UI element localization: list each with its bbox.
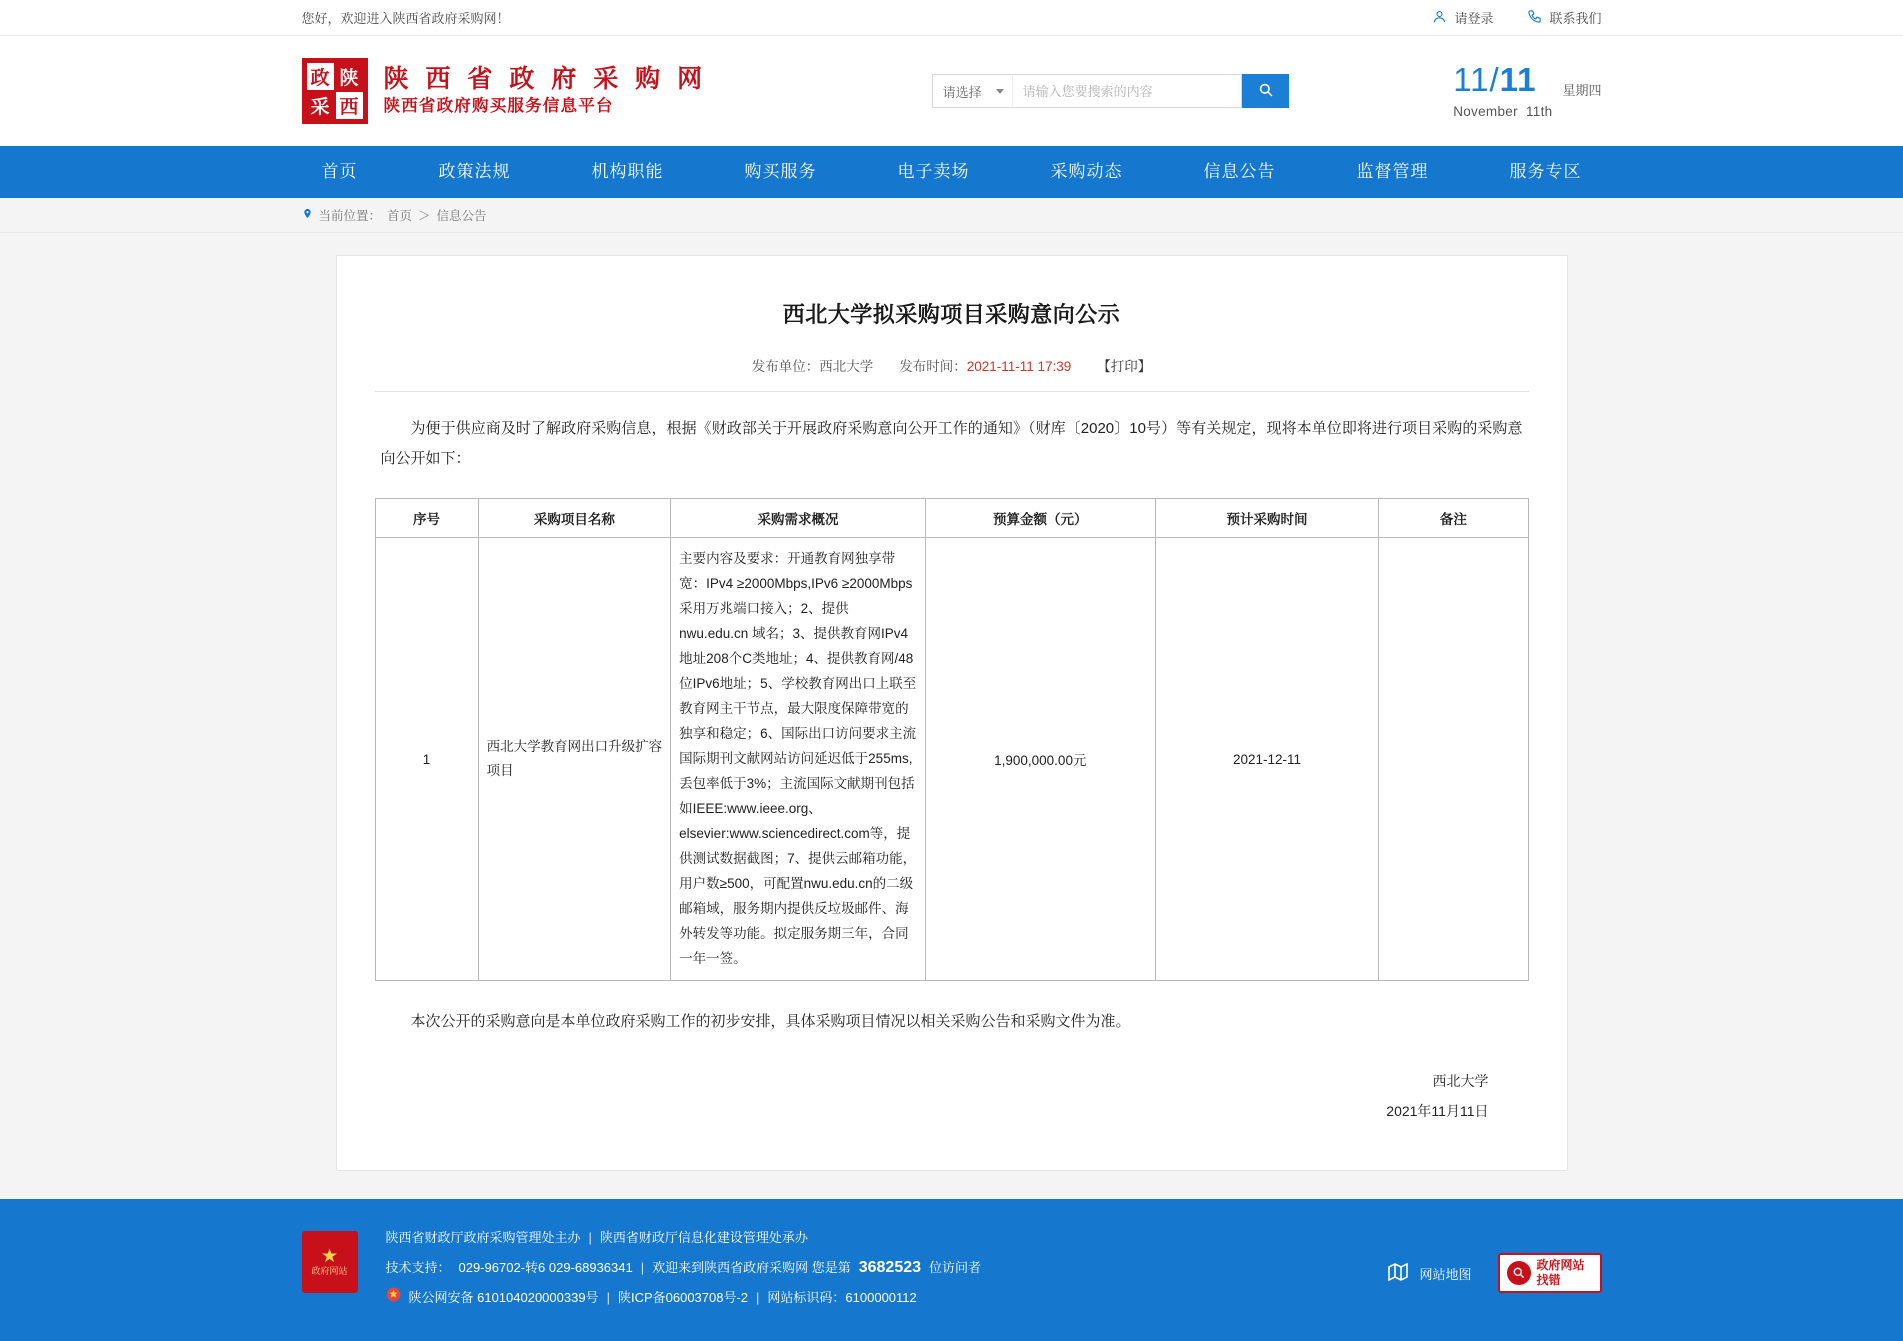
col-header-time: 预计采购时间: [1155, 499, 1379, 538]
publish-time-label: 发布时间：: [899, 359, 967, 374]
article-closing: 本次公开的采购意向是本单位政府采购工作的初步安排，具体采购项目情况以相关采购公告和采购文件为准。: [410, 1013, 1131, 1031]
nav-item-home[interactable]: 首页: [321, 162, 358, 181]
article-meta: [375, 355, 1529, 392]
col-header-name: 采购项目名称: [478, 499, 671, 538]
cell-budget: 1,900,000.00元: [925, 538, 1155, 981]
location-pin-icon: [302, 207, 313, 223]
map-icon: [1385, 1260, 1411, 1287]
top-utility-bar: [0, 0, 1903, 36]
cell-expected-time: 2021-12-11: [1155, 538, 1379, 981]
nav-item-news[interactable]: 采购动态: [1050, 162, 1123, 181]
phone-icon: [1527, 9, 1542, 27]
article-intro: 为便于供应商及时了解政府采购信息，根据《财政部关于开展政府采购意向公开工作的通知》（财库〔2020〕10号）等有关规定，现将本单位即将进行项目采购的采购意向公开如下：: [380, 420, 1523, 467]
footer-record-row: 陕公网安备 610104020000339号 | 陕ICP备06003708号-2 | 网站标识码：6100000112: [386, 1285, 1358, 1312]
col-header-budget: 预算金额（元）: [925, 499, 1155, 538]
logo-char-1: 政: [307, 63, 334, 90]
site-footer: [0, 1199, 1903, 1341]
nav-item-supervision[interactable]: 监督管理: [1356, 162, 1429, 181]
site-logo-icon: [302, 58, 368, 124]
col-header-no: 序号: [375, 499, 478, 538]
contact-link[interactable]: [1527, 8, 1601, 27]
search-input[interactable]: [1012, 74, 1242, 108]
cell-no: 1: [375, 538, 478, 981]
contact-label: 联系我们: [1549, 11, 1602, 26]
search-icon: [1257, 81, 1274, 101]
visitor-suffix: 位访问者: [929, 1259, 982, 1275]
search-button[interactable]: [1242, 74, 1289, 108]
date-day-en: 11th: [1525, 104, 1553, 119]
nav-item-emarket[interactable]: 电子卖场: [897, 162, 970, 181]
publisher-value: 西北大学: [819, 359, 874, 374]
cell-remark: [1379, 538, 1528, 981]
nav-item-purchase-service[interactable]: 购买服务: [744, 162, 817, 181]
breadcrumb-prefix: 当前位置：: [318, 209, 382, 223]
user-icon: [1432, 9, 1447, 27]
login-label: 请登录: [1454, 11, 1494, 26]
gov-seal-icon: ★ 政府网站: [302, 1231, 358, 1293]
logo-char-2: 陕: [336, 63, 363, 90]
sitemap-link[interactable]: [1385, 1260, 1471, 1287]
article-card: [336, 255, 1568, 1171]
cell-requirement-desc: 主要内容及要求：开通教育网独享带宽：IPv4 ≥2000Mbps,IPv6 ≥2000Mbps采用万兆端口接入；2、提供nwu.edu.cn 域名；3、提供教育网IPv4地址208个C类地址；4、提供教育网/48位IPv6地址；5、学校教育网出口上联至教育网主干节点，最大限度保障带宽的独享和稳定；6、国际出口访问要求主流国际期刊文献网站访问延迟低于255ms,丢包率低于3%；主流国际文献期刊包括如IEEE:www.ieee.org、elsevier:www.sciencedirect.com等，提供测试数据截图；7、提供云邮箱功能，用户数≥500，可配置nwu.edu.cn的二级邮箱域，服务期内提供反垃圾邮件、海外转发等功能。拟定服务期三年，合同一年一签。: [671, 538, 926, 981]
date-day: 11: [1499, 61, 1537, 98]
date-display: [1453, 63, 1601, 119]
date-month: 11: [1453, 61, 1490, 98]
table-row: [375, 538, 1528, 981]
police-badge-icon: [386, 1285, 401, 1312]
welcome-text: 您好，欢迎进入陕西省政府采购网！: [301, 11, 510, 26]
site-header: [0, 36, 1903, 146]
page-title: 西北大学拟采购项目采购意向公示: [782, 302, 1121, 327]
footer-sponsor: 陕西省财政厅政府采购管理处主办: [385, 1230, 581, 1246]
nav-item-announcements[interactable]: 信息公告: [1203, 162, 1276, 181]
col-header-desc: 采购需求概况: [671, 499, 926, 538]
site-id-text: 网站标识码：6100000112: [767, 1289, 917, 1305]
gov-seal-text: 政府网站: [311, 1266, 348, 1277]
breadcrumb-home[interactable]: 首页: [387, 209, 413, 223]
publish-time-block: [899, 355, 1071, 375]
nav-item-service-zone[interactable]: 服务专区: [1509, 162, 1582, 181]
date-slash: /: [1489, 61, 1500, 98]
tech-support-label: 技术支持：: [385, 1259, 451, 1275]
visitor-count: 3682523: [858, 1258, 922, 1276]
magnifier-icon: [1507, 1261, 1531, 1285]
search-category-value: 请选择: [942, 84, 982, 100]
search-bar: [932, 74, 1289, 108]
cell-project-name: 西北大学教育网出口升级扩容项目: [478, 538, 671, 981]
breadcrumb: [0, 198, 1903, 233]
logo-char-4: 西: [336, 92, 363, 119]
chevron-down-icon: [996, 89, 1004, 94]
nav-item-functions[interactable]: 机构职能: [591, 162, 664, 181]
nav-item-policy[interactable]: 政策法规: [438, 162, 511, 181]
date-weekday: 星期四: [1562, 82, 1602, 98]
page-body: [0, 233, 1903, 1199]
site-subtitle: 陕西省政府购买服务信息平台: [383, 97, 614, 116]
footer-undertaker: 陕西省财政厅信息化建设管理处承办: [599, 1230, 808, 1246]
site-name: 陕 西 省 政 府 采 购 网: [383, 64, 708, 93]
gov-website-error-report-button[interactable]: [1498, 1253, 1602, 1293]
table-header-row: [375, 499, 1528, 538]
print-button[interactable]: 【打印】: [1097, 359, 1152, 374]
logo-char-3: 采: [307, 92, 334, 119]
gov-error-line2: 找错: [1536, 1273, 1561, 1288]
signature-date: 2021年11月11日: [1386, 1102, 1489, 1119]
procurement-intent-table: [375, 498, 1529, 981]
signature-org: 西北大学: [1432, 1073, 1489, 1090]
tech-support-value: 029-96702-转6 029-68936341: [458, 1259, 633, 1275]
sitemap-label: 网站地图: [1419, 1266, 1472, 1282]
publish-time-value: 2021-11-11 17:39: [966, 359, 1072, 374]
login-link[interactable]: [1432, 8, 1493, 27]
breadcrumb-current[interactable]: 信息公告: [436, 209, 487, 223]
date-month-en: November: [1453, 104, 1518, 119]
footer-org-row: 陕西省财政厅政府采购管理处主办 | 陕西省财政厅信息化建设管理处承办: [386, 1225, 1358, 1252]
footer-support-row: 技术支持： 029-96702-转6 029-68936341 | 欢迎来到陕西省政府采购网 您是第 3682523 位访问者: [386, 1252, 1358, 1285]
site-brand[interactable]: [302, 58, 708, 124]
visitor-prefix: 欢迎来到陕西省政府采购网 您是第: [652, 1259, 851, 1275]
publisher-block: [752, 355, 874, 375]
breadcrumb-separator: ＞: [418, 209, 431, 223]
search-category-select[interactable]: [932, 74, 1012, 108]
gov-error-line1: 政府网站: [1536, 1258, 1585, 1273]
police-record-link[interactable]: 陕公网安备 610104020000339号: [408, 1289, 599, 1305]
signature-block: [375, 1067, 1529, 1126]
publisher-label: 发布单位：: [751, 359, 820, 374]
main-nav: [0, 146, 1903, 198]
icp-record-link[interactable]: 陕ICP备06003708号-2: [617, 1289, 749, 1305]
col-header-remark: 备注: [1379, 499, 1528, 538]
